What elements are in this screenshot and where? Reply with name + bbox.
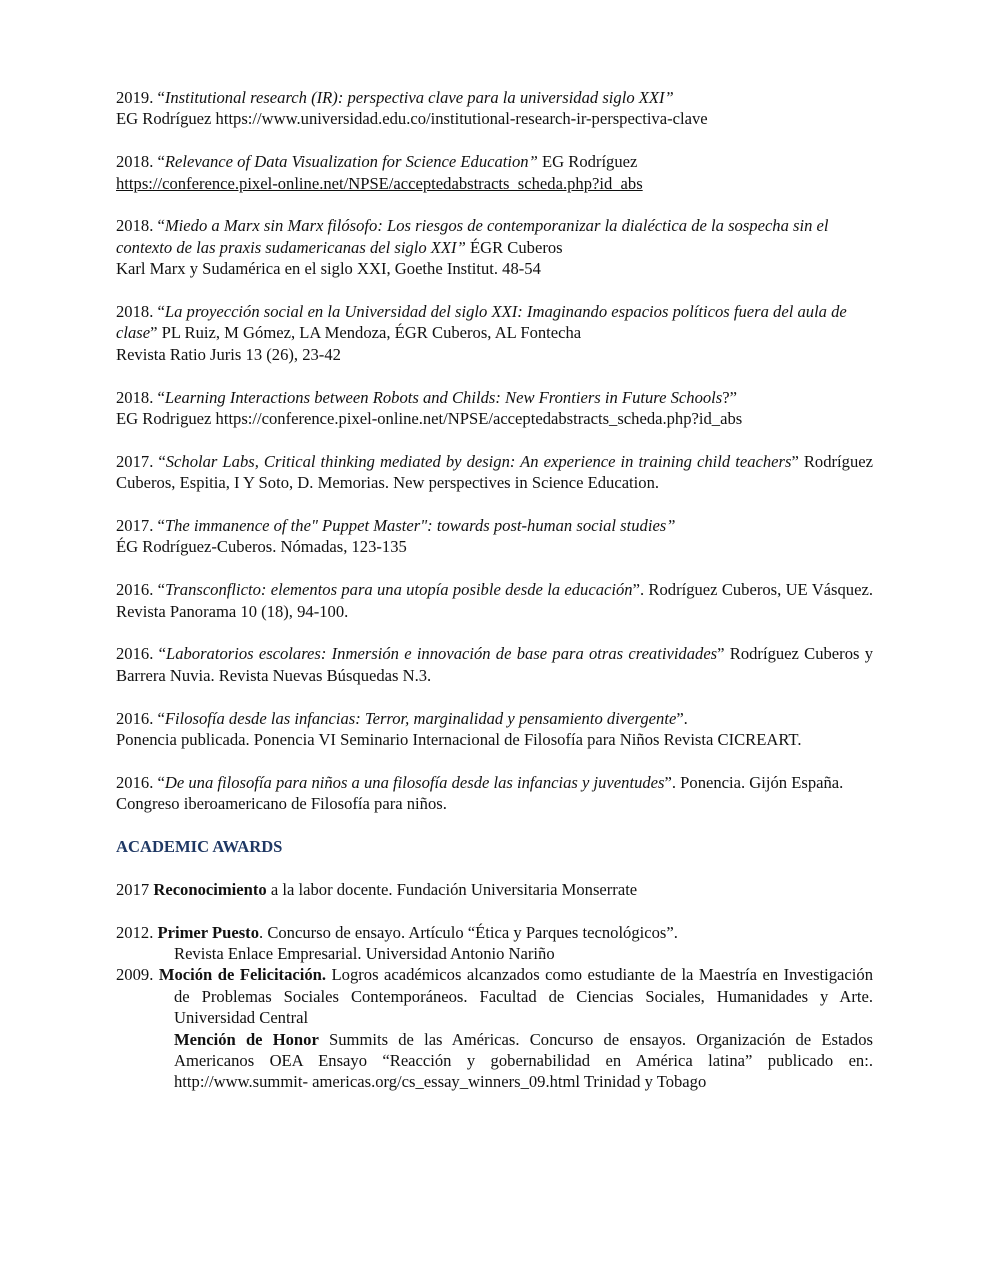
publication-year: 2016. “ [116,708,165,728]
publication-title: Relevance of Data Visualization for Science Education” [164,152,538,172]
publication-details: ÉG Rodríguez-Cuberos. Nómadas, 123-135 [116,537,407,557]
publication-link[interactable]: https://conference.pixel-online.net/NPSE/acceptedabstracts_scheda.php?id_abs [116,173,643,193]
publication-entry [116,87,873,130]
award-title: Reconocimiento [153,879,267,899]
publication-authors: ÉGR Cuberos [465,237,563,257]
publication-year: 2018. “ [116,216,165,236]
publication-title: Miedo a Marx sin Marx filósofo: Los riesgos de contemporanizar la dialéctica de la sospecha sin el contexto de las praxis sudamericanas del siglo XXI” [116,216,829,257]
publication-details: Karl Marx y Sudamérica en el siglo XXI, Goethe Institut. 48-54 [116,259,541,279]
section-heading-academic-awards: ACADEMIC AWARDS [116,837,283,857]
publication-authors: ”. Rodríguez Cuberos, UE Vásquez. Revista Panorama 10 (18), 94-100. [116,580,873,621]
publication-details: EG Rodríguez https://www.universidad.edu.co/institutional-research-ir-perspectiva-clave [116,109,708,129]
publication-entry [116,772,873,815]
publication-year: 2018. “ [116,387,165,407]
document-page [116,87,873,1093]
award-2009 [116,964,873,1092]
award-title: Primer Puesto [157,922,260,942]
award-year: 2012. [116,922,158,942]
publication-authors: ” Rodríguez Cuberos, Espitia, I Y Soto, D. Memorias. New perspectives in Science Education. [116,451,873,493]
publication-authors: ?” [722,387,737,407]
publication-year: 2016. “ [116,644,166,664]
publication-entry [116,515,873,558]
award-description-cont: Revista Enlace Empresarial. Universidad Antonio Nariño [174,944,555,964]
publication-year: 2018. “ [116,302,165,322]
publication-entry [116,708,873,751]
publication-year: 2016. “ [116,580,165,600]
publications-list [116,87,873,815]
award-year: 2009. [116,965,159,985]
publication-title: Institutional research (IR): perspectiva clave para la universidad siglo XXI” [164,88,674,107]
publication-year: 2016. “ [116,772,165,792]
award-description: . Concurso de ensayo. Artículo “Ética y Parques tecnológicos”. [259,922,678,942]
publication-year: 2017. “ [116,451,166,471]
publication-year: 2018. “ [116,152,165,172]
publication-year: 2017. “ [116,516,165,536]
publication-details: EG Rodriguez https://conference.pixel-online.net/NPSE/acceptedabstracts_scheda.php?id_abs [116,409,743,429]
award-title: Mención de Honor [174,1029,319,1049]
publication-title: La proyección social en la Universidad del siglo XXI: Imaginando espacios políticos fuera del aula de clase [116,302,847,343]
publication-authors: ”. Ponencia. Gijón España. Congreso iberoamericano de Filosofía para niños. [116,772,844,814]
publication-entry [116,643,873,686]
publication-authors: ”. [676,708,688,728]
award-description: a la labor docente. Fundación Universitaria Monserrate [266,879,638,899]
publication-title: The immanence of the" Puppet Master": towards post-human social studies” [164,516,676,536]
publication-entry [116,151,873,194]
publication-title: Laboratorios escolares: Inmersión e innovación de base para otras creatividades [165,644,718,664]
award-description: Logros académicos alcanzados como estudiante de la Maestría en Investigación de Problemas Sociales Contemporáneos. Facultad de Ciencias Sociales, Humanidades y Arte. Universidad Central [174,965,873,1028]
publication-entry [116,451,873,494]
publication-entry [116,215,873,279]
award-year: 2017 [116,879,154,899]
award-2012 [116,922,873,965]
award-title: Moción de Felicitación. [158,965,327,985]
publication-year: 2019. “ [116,88,165,107]
publication-entry [116,579,873,622]
award-description: Summits de las Américas. Concurso de ensayos. Organización de Estados Americanos OEA Ensayo “Reacción y gobernabilidad en América latina” publicado en:. http://www.summit- americas.org/cs_essay_winners_09.html Trinidad y Tobago [174,1029,873,1092]
publication-authors: ” PL Ruiz, M Gómez, LA Mendoza, ÉGR Cuberos, AL Fontecha [150,323,582,343]
publication-details: Ponencia publicada. Ponencia VI Seminario Internacional de Filosofía para Niños Revista CICREART. [116,730,802,750]
publication-title: Learning Interactions between Robots and Childs: New Frontiers in Future Schools [164,387,723,407]
publication-entry [116,301,873,365]
publication-title: Filosofía desde las infancias: Terror, marginalidad y pensamiento divergente [164,708,677,728]
publication-title: Transconflicto: elementos para una utopía posible desde la educación [165,580,633,600]
publication-entry [116,387,873,430]
publication-authors: EG Rodríguez [537,152,638,172]
award-mencion-de-honor [174,1029,873,1093]
publication-title: Scholar Labs, Critical thinking mediated by design: An experience in training child teachers [165,451,792,471]
award-2017 [116,879,873,900]
publication-authors: ” Rodríguez Cuberos y Barrera Nuvia. Revista Nuevas Búsquedas N.3. [116,644,874,685]
publication-title: De una filosofía para niños a una filosofía desde las infancias y juventudes [164,772,665,792]
publication-details: Revista Ratio Juris 13 (26), 23-42 [116,344,341,364]
